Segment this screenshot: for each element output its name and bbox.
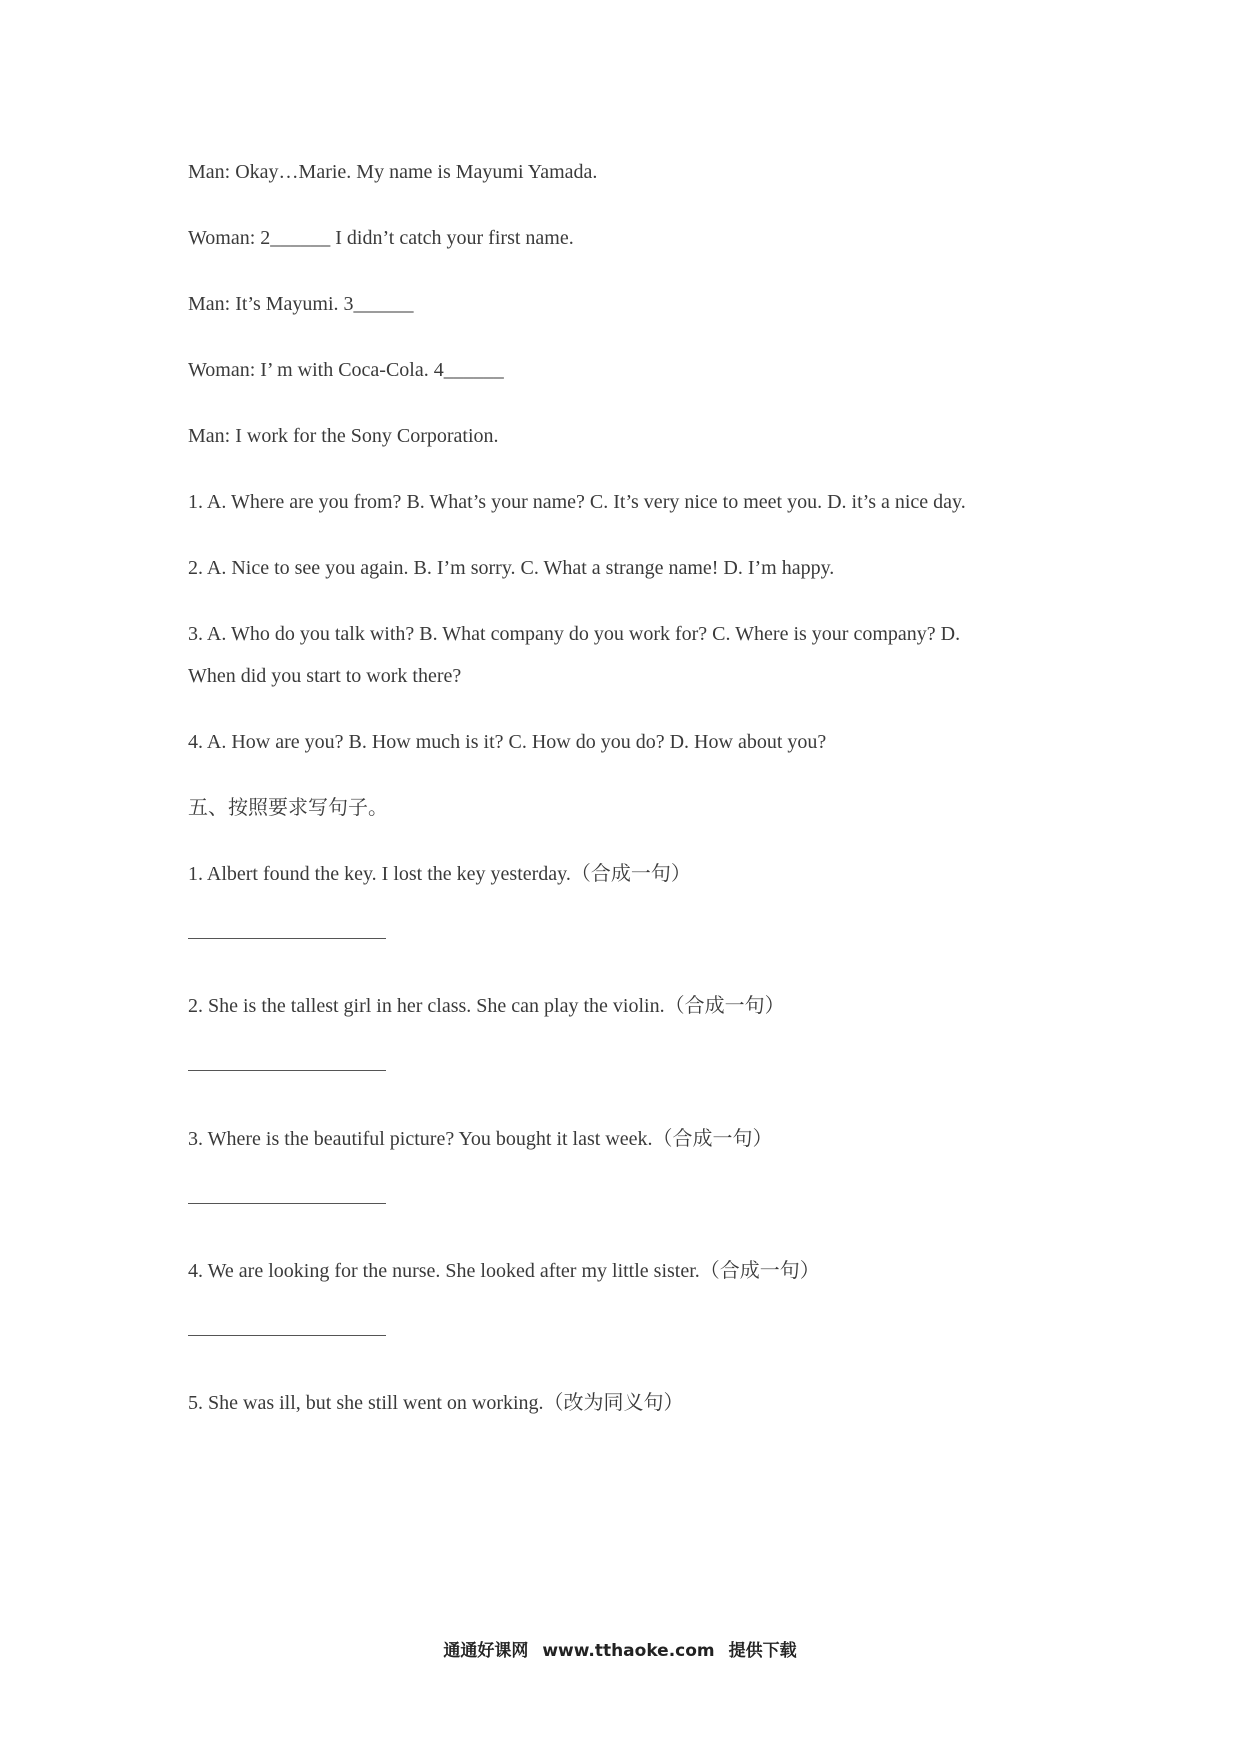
answer-line-4[interactable]: [188, 1335, 386, 1336]
rewrite-item-4: 4. We are looking for the nurse. She looked after my little sister.（合成一句）: [188, 1260, 820, 1282]
section-5-heading: 五、按照要求写句子。: [188, 797, 388, 819]
question-3-options-cont: When did you start to work there?: [188, 665, 462, 687]
page-footer: [0, 1636, 1240, 1661]
answer-line-1[interactable]: [188, 938, 386, 939]
dialogue-line-4: Woman: I’ m with Coca-Cola. 4______: [188, 359, 504, 381]
footer-suffix: 提供下载: [728, 1641, 797, 1661]
rewrite-item-1: 1. Albert found the key. I lost the key yesterday.（合成一句）: [188, 863, 691, 885]
answer-line-3[interactable]: [188, 1203, 386, 1204]
dialogue-line-2: Woman: 2______ I didn’t catch your first name.: [188, 227, 574, 249]
question-1-options: 1. A. Where are you from? B. What’s your name? C. It’s very nice to meet you. D. it’s a nice day.: [188, 491, 966, 513]
answer-line-2[interactable]: [188, 1070, 386, 1071]
rewrite-item-5: 5. She was ill, but she still went on working.（改为同义句）: [188, 1392, 684, 1414]
question-2-options: 2. A. Nice to see you again. B. I’m sorry. C. What a strange name! D. I’m happy.: [188, 557, 835, 579]
rewrite-item-2: 2. She is the tallest girl in her class. She can play the violin.（合成一句）: [188, 995, 785, 1017]
question-3-options: 3. A. Who do you talk with? B. What company do you work for? C. Where is your company? D.: [188, 623, 961, 645]
dialogue-line-3: Man: It’s Mayumi. 3______: [188, 293, 414, 315]
dialogue-line-5: Man: I work for the Sony Corporation.: [188, 425, 499, 447]
question-4-options: 4. A. How are you? B. How much is it? C. How do you do? D. How about you?: [188, 731, 827, 753]
footer-site-name: 通通好课网: [443, 1641, 529, 1661]
rewrite-item-3: 3. Where is the beautiful picture? You bought it last week.（合成一句）: [188, 1128, 773, 1150]
dialogue-line-1: Man: Okay…Marie. My name is Mayumi Yamada.: [188, 161, 598, 183]
footer-url[interactable]: www.tthaoke.com: [542, 1641, 715, 1661]
